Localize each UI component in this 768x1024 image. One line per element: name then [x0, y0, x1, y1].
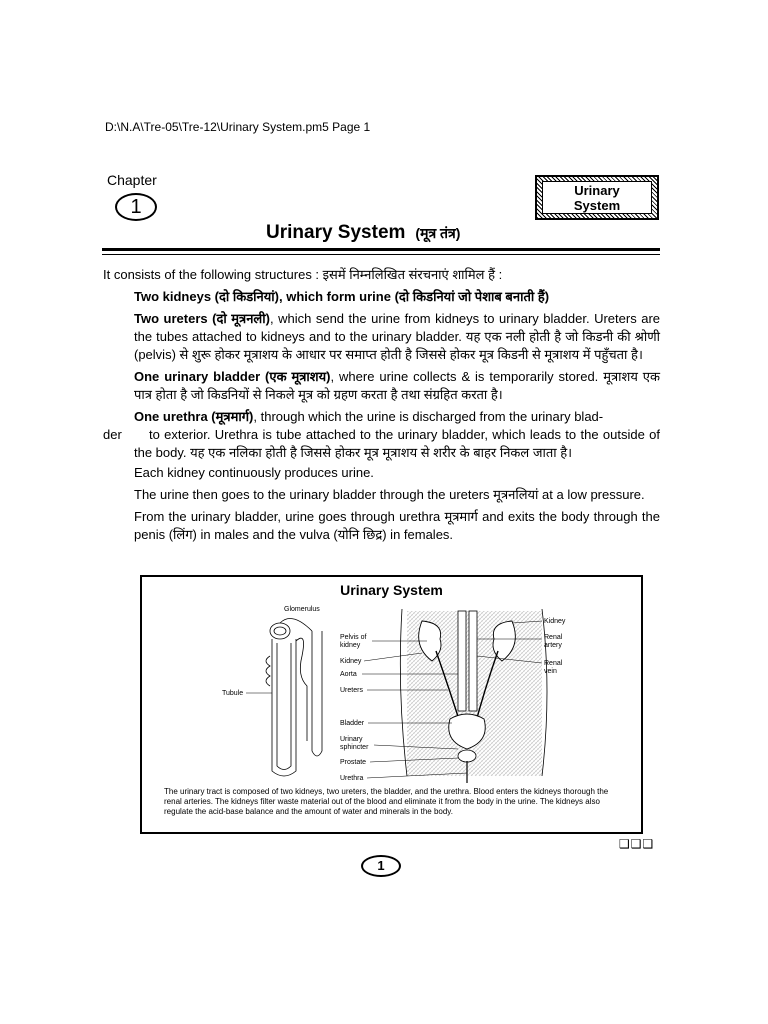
- urinary-system-illustration: [222, 601, 572, 786]
- label-sphincter: Urinary: [340, 736, 363, 743]
- urinary-system-figure: [140, 575, 643, 834]
- urethra-text-2: to exterior. Urethra is tube attached to the urinary bladder, which leads to the outside of the body. यह एक नलिका होती है जिससे होकर मूत्र मूत्राशय से शरीर के बाहर निकल जाता है।: [134, 427, 660, 460]
- label-kidney: Kidney: [340, 658, 362, 665]
- chapter-tag-line2: System: [573, 198, 621, 213]
- vena-cava-shape: [469, 611, 477, 711]
- label-aorta: Aorta: [340, 671, 357, 678]
- chapter-tag-line1: Urinary: [574, 183, 620, 198]
- kidneys-paragraph: [103, 288, 660, 306]
- label-bladder: Bladder: [340, 720, 365, 727]
- kidneys-heading: Two kidneys (दो किडनियां), which form urine (दो किडनियां जो पेशाब बनाती हैं): [134, 289, 550, 304]
- chapter-tag-box: [535, 175, 659, 220]
- label-tubule: Tubule: [222, 690, 244, 697]
- bladder-text: , where urine collects & is temporarily stored. मूत्राशय एक पात्र होता है जो किडनियों से निकले मूत्र को ग्रहण करता है तथा संग्रहित करता है।: [134, 369, 660, 402]
- each-kidney-paragraph: Each kidney continuously produces urine.: [134, 465, 374, 480]
- bladder-heading: One urinary bladder (एक मूत्राशय): [134, 369, 331, 384]
- title-rule-thick: [102, 248, 660, 251]
- urethra-der: der: [103, 427, 122, 442]
- bladder-paragraph: [103, 368, 660, 404]
- label-sphincter-2: sphincter: [340, 744, 369, 751]
- figure-caption: The urinary tract is composed of two kidneys, two ureters, the bladder, and the urethra. Blood enters the kidneys thorough the renal arteries. The kidneys filter waste material out of the blood and eliminate it from the body in the urine. The kidneys also regulate the acid-base balance and the amount of water and minerals in the body.: [164, 787, 609, 816]
- ureters-text: , which send the urine from kidneys to urinary bladder. Ureters are the tubes attached to kidneys and to the urinary bladder. यह एक नली होती है जो किडनी की श्रोणी (pelvis) से शुरू होकर मूत्राशय के आधार पर समाप्त होती है जिससे होकर मूत्र किडनी से मूत्राशय में पहुँचता है।: [134, 311, 661, 362]
- label-renal-artery-2: artery: [544, 642, 562, 649]
- page-title: [266, 222, 460, 244]
- ureters-paragraph: [103, 310, 660, 364]
- label-prostate: Prostate: [340, 759, 367, 766]
- label-kidney-right: Kidney: [544, 618, 566, 625]
- urine-goes-paragraph: The urine then goes to the urinary bladder through the ureters मूत्रनलियां at a low pressure.: [134, 487, 645, 502]
- page-number: 1: [361, 855, 401, 877]
- urethra-heading: One urethra (मूत्रमार्ग): [134, 409, 254, 424]
- chapter-tag-label: [542, 181, 652, 214]
- body-text: [103, 266, 660, 548]
- intro-paragraph: It consists of the following structures : इसमें निम्नलिखित संरचनाएं शामिल हैं :: [103, 267, 503, 282]
- chapter-label: Chapter: [107, 172, 157, 188]
- label-pelvis-2: kidney: [340, 642, 361, 649]
- file-path-header: D:\N.A\Tre-05\Tre-12\Urinary System.pm5 Page 1: [105, 120, 371, 134]
- from-bladder-paragraph: From the urinary bladder, urine goes through urethra मूत्रमार्ग and exits the body through the penis (लिंग) in males and the vulva (योनि छिद्र) in females.: [134, 509, 660, 542]
- label-renal-vein: Renal: [544, 660, 563, 667]
- label-ureters: Ureters: [340, 687, 363, 694]
- nephron-drawing: [266, 619, 322, 777]
- label-urethra: Urethra: [340, 775, 364, 782]
- urethra-paragraph: [103, 408, 660, 462]
- label-renal-artery: Renal: [544, 634, 563, 641]
- chapter-number: 1: [115, 193, 157, 221]
- end-mark-boxes: ❑❑❑: [619, 837, 655, 851]
- title-rule-thin: [102, 254, 660, 255]
- ureters-heading: Two ureters (दो मूत्रनली): [134, 311, 270, 326]
- page-title-en: Urinary System: [266, 222, 406, 243]
- figure-title: Urinary System: [340, 582, 443, 598]
- urethra-text-1: , through which the urine is discharged from the urinary blad-: [253, 409, 604, 424]
- page-title-hi: (मूत्र तंत्र): [415, 225, 461, 241]
- label-pelvis: Pelvis of: [340, 634, 367, 641]
- prostate-shape: [458, 750, 476, 762]
- aorta-shape: [458, 611, 466, 711]
- label-glomerulus: Glomerulus: [284, 606, 320, 613]
- label-renal-vein-2: vein: [544, 668, 557, 675]
